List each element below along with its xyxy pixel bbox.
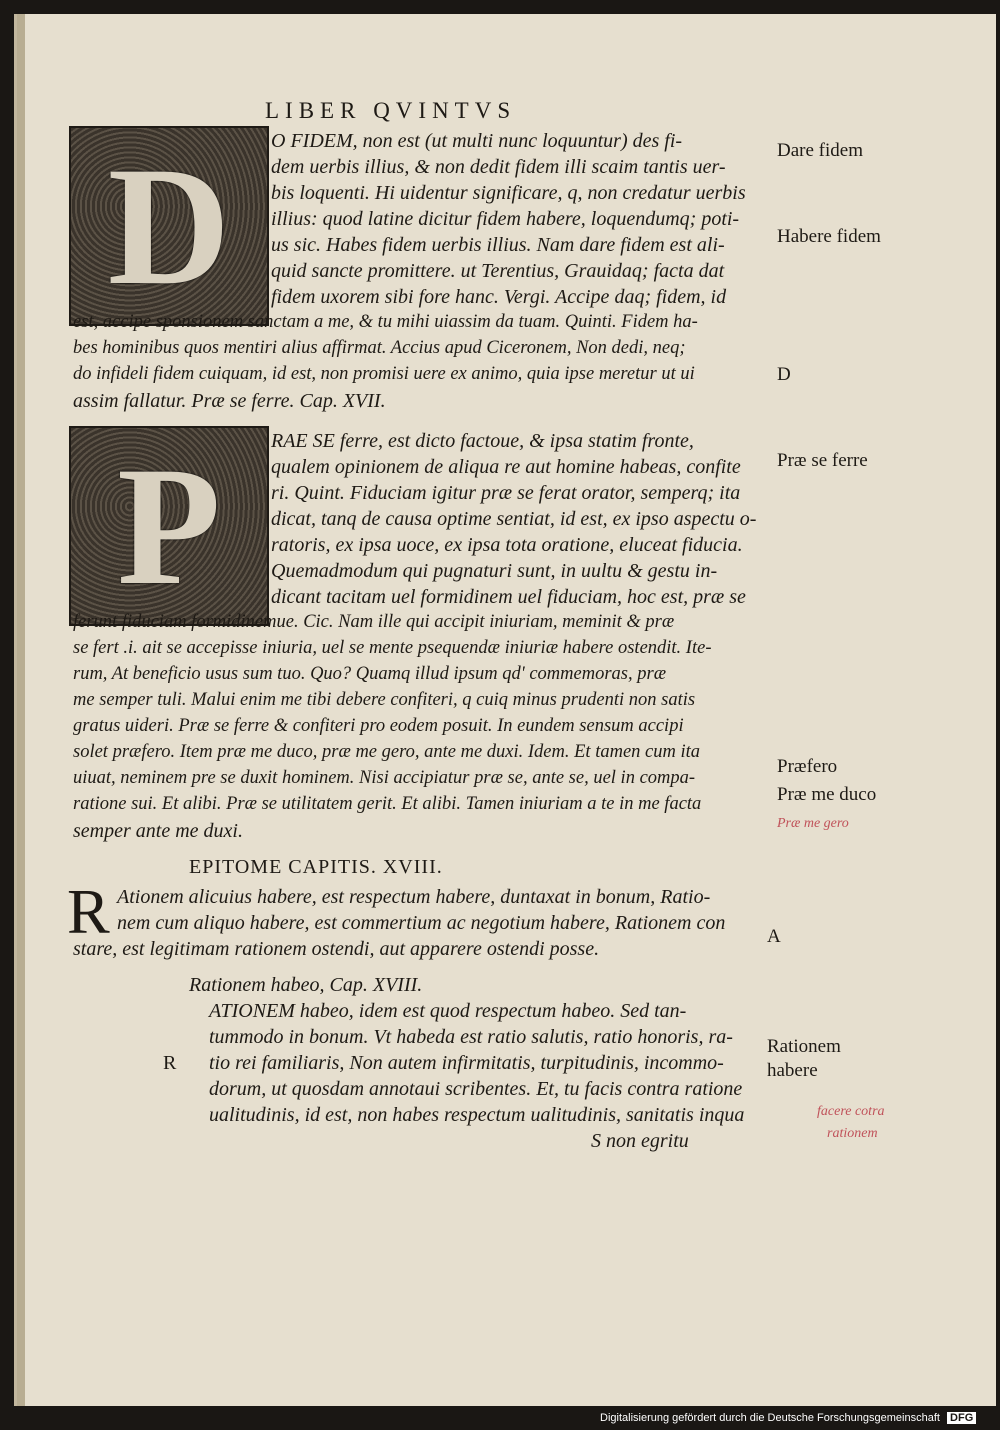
- text-line: solet præfero. Item præ me duco, præ me gero, ante me duxi. Idem. Et tamen cum ita: [73, 742, 701, 762]
- text-line: dicat, tanq de causa optime sentiat, id est, ex ipso aspectu o-: [271, 508, 757, 530]
- handwritten-margin-note: Præ me gero: [777, 816, 849, 831]
- margin-note: Habere fidem: [777, 226, 881, 247]
- text-line: illius: quod latine dicitur fidem habere, loquendumq; poti-: [271, 208, 740, 230]
- text-line: nem cum aliquo habere, est commertium ac negotium habere, Rationem con: [117, 912, 726, 934]
- text-line: Ationem alicuius habere, est respectum habere, duntaxat in bonum, Ratio-: [117, 886, 711, 908]
- text-line: tummodo in bonum. Vt habeda est ratio salutis, ratio honoris, ra-: [209, 1026, 733, 1048]
- text-line: tio rei familiaris, Non autem infirmitatis, turpitudinis, incommo-: [209, 1052, 724, 1074]
- text-line: est, accipe sponsionem sanctam a me, & tu mihi uiassim da tuam. Quinti. Fidem ha-: [73, 312, 698, 332]
- epitome-heading: EPITOME CAPITIS. XVIII.: [189, 856, 443, 878]
- section-3-initial: R: [67, 876, 110, 947]
- text-line: rum, At beneficio usus sum tuo. Quo? Quamq illud ipsum qd' commemoras, præ: [73, 664, 667, 684]
- text-line: S non egritu: [591, 1130, 689, 1152]
- initial-letter-p: P: [117, 432, 221, 620]
- text-line: do infideli fidem cuiquam, id est, non promisi uere ex animo, quia ipse meretur ut ui: [73, 364, 695, 384]
- signature-letter-r: R: [163, 1052, 177, 1074]
- text-line: fidem uxorem sibi fore hanc. Vergi. Accipe daq; fidem, id: [271, 286, 727, 308]
- margin-note: habere: [767, 1060, 818, 1081]
- text-line: dicant tacitam uel formidinem uel fiduciam, hoc est, præ se: [271, 586, 746, 608]
- text-line: dem uerbis illius, & non dedit fidem illi scaim tantis uer-: [271, 156, 726, 178]
- text-line: quid sancte promittere. ut Terentius, Grauidaq; facta dat: [271, 260, 725, 282]
- sub-heading: Rationem habeo, Cap. XVIII.: [189, 974, 423, 996]
- margin-note: Dare fidem: [777, 140, 863, 161]
- text-line: ri. Quint. Fiduciam igitur præ se ferat orator, semperq; ita: [271, 482, 741, 504]
- initial-letter-d: D: [107, 132, 231, 320]
- margin-note: Præ se ferre: [777, 450, 868, 471]
- text-line: uiuat, neminem pre se duxit hominem. Nisi accipiatur præ se, ante se, uel in compa-: [73, 768, 696, 788]
- text-line: ratione sui. Et alibi. Præ se utilitatem gerit. Et alibi. Tamen iniuriam a te in me facta: [73, 794, 702, 814]
- digitization-credit: [600, 1412, 976, 1424]
- chapter-heading: assim fallatur. Præ se ferre. Cap. XVII.: [73, 390, 386, 412]
- text-line: ATIONEM habeo, idem est quod respectum habeo. Sed tan-: [209, 1000, 687, 1022]
- text-line: gratus uideri. Præ se ferre & confiteri pro eodem posuit. In eundem sensum accipi: [73, 716, 684, 736]
- text-line: RAE SE ferre, est dicto factoue, & ipsa statim fronte,: [271, 430, 694, 452]
- dfg-logo: DFG: [947, 1412, 976, 1424]
- text-line: ratoris, ex ipsa uoce, ex ipsa tota oratione, eluceat fiducia.: [271, 534, 743, 556]
- handwritten-margin-note: facere cotra: [817, 1104, 885, 1119]
- margin-note: Rationem: [767, 1036, 841, 1057]
- margin-note: Præ me duco: [777, 784, 877, 805]
- text-line: us sic. Habes fidem uerbis illius. Nam dare fidem est ali-: [271, 234, 725, 256]
- text-line: bes hominibus quos mentiri alius affirmat. Accius apud Ciceronem, Non dedi, neq;: [73, 338, 686, 358]
- text-line: stare, est legitimam rationem ostendi, aut apparere ostendi posse.: [73, 938, 600, 960]
- text-line: se fert .i. ait se accepisse iniuria, uel se mente psequendæ iniuriæ habere ostendit. Ite-: [73, 638, 712, 658]
- text-line: Quemadmodum qui pugnaturi sunt, in uultu & gestu in-: [271, 560, 718, 582]
- text-line: semper ante me duxi.: [73, 820, 243, 842]
- margin-note: A: [767, 926, 781, 947]
- decorated-initial-p: [69, 426, 269, 626]
- text-line: O FIDEM, non est (ut multi nunc loquuntur) des fi-: [271, 130, 683, 152]
- text-line: ualitudinis, id est, non habes respectum ualitudinis, sanitatis inqua: [209, 1104, 745, 1126]
- footer-text: Digitalisierung gefördert durch die Deutsche Forschungsgemeinschaft: [600, 1412, 940, 1424]
- text-line: me semper tuli. Malui enim me tibi debere confiteri, q cuiq minus prudenti non satis: [73, 690, 696, 710]
- margin-note: Præfero: [777, 756, 838, 777]
- decorated-initial-d: [69, 126, 269, 326]
- text-line: dorum, ut quosdam annotaui scribentes. Et, tu facis contra ratione: [209, 1078, 743, 1100]
- text-line: bis loquenti. Hi uidentur significare, q, non credatur uerbis: [271, 182, 746, 204]
- text-line: qualem opinionem de aliqua re aut homine habeas, confite: [271, 456, 741, 478]
- running-header: LIBER QVINTVS: [265, 98, 517, 123]
- page-spine-edge: [17, 14, 25, 1406]
- text-line: ferunt fiduciam formidinemue. Cic. Nam ille qui accipit iniuriam, meminit & præ: [73, 612, 675, 632]
- margin-note: D: [777, 364, 791, 385]
- book-page: [14, 14, 996, 1406]
- handwritten-margin-note: rationem: [827, 1126, 878, 1141]
